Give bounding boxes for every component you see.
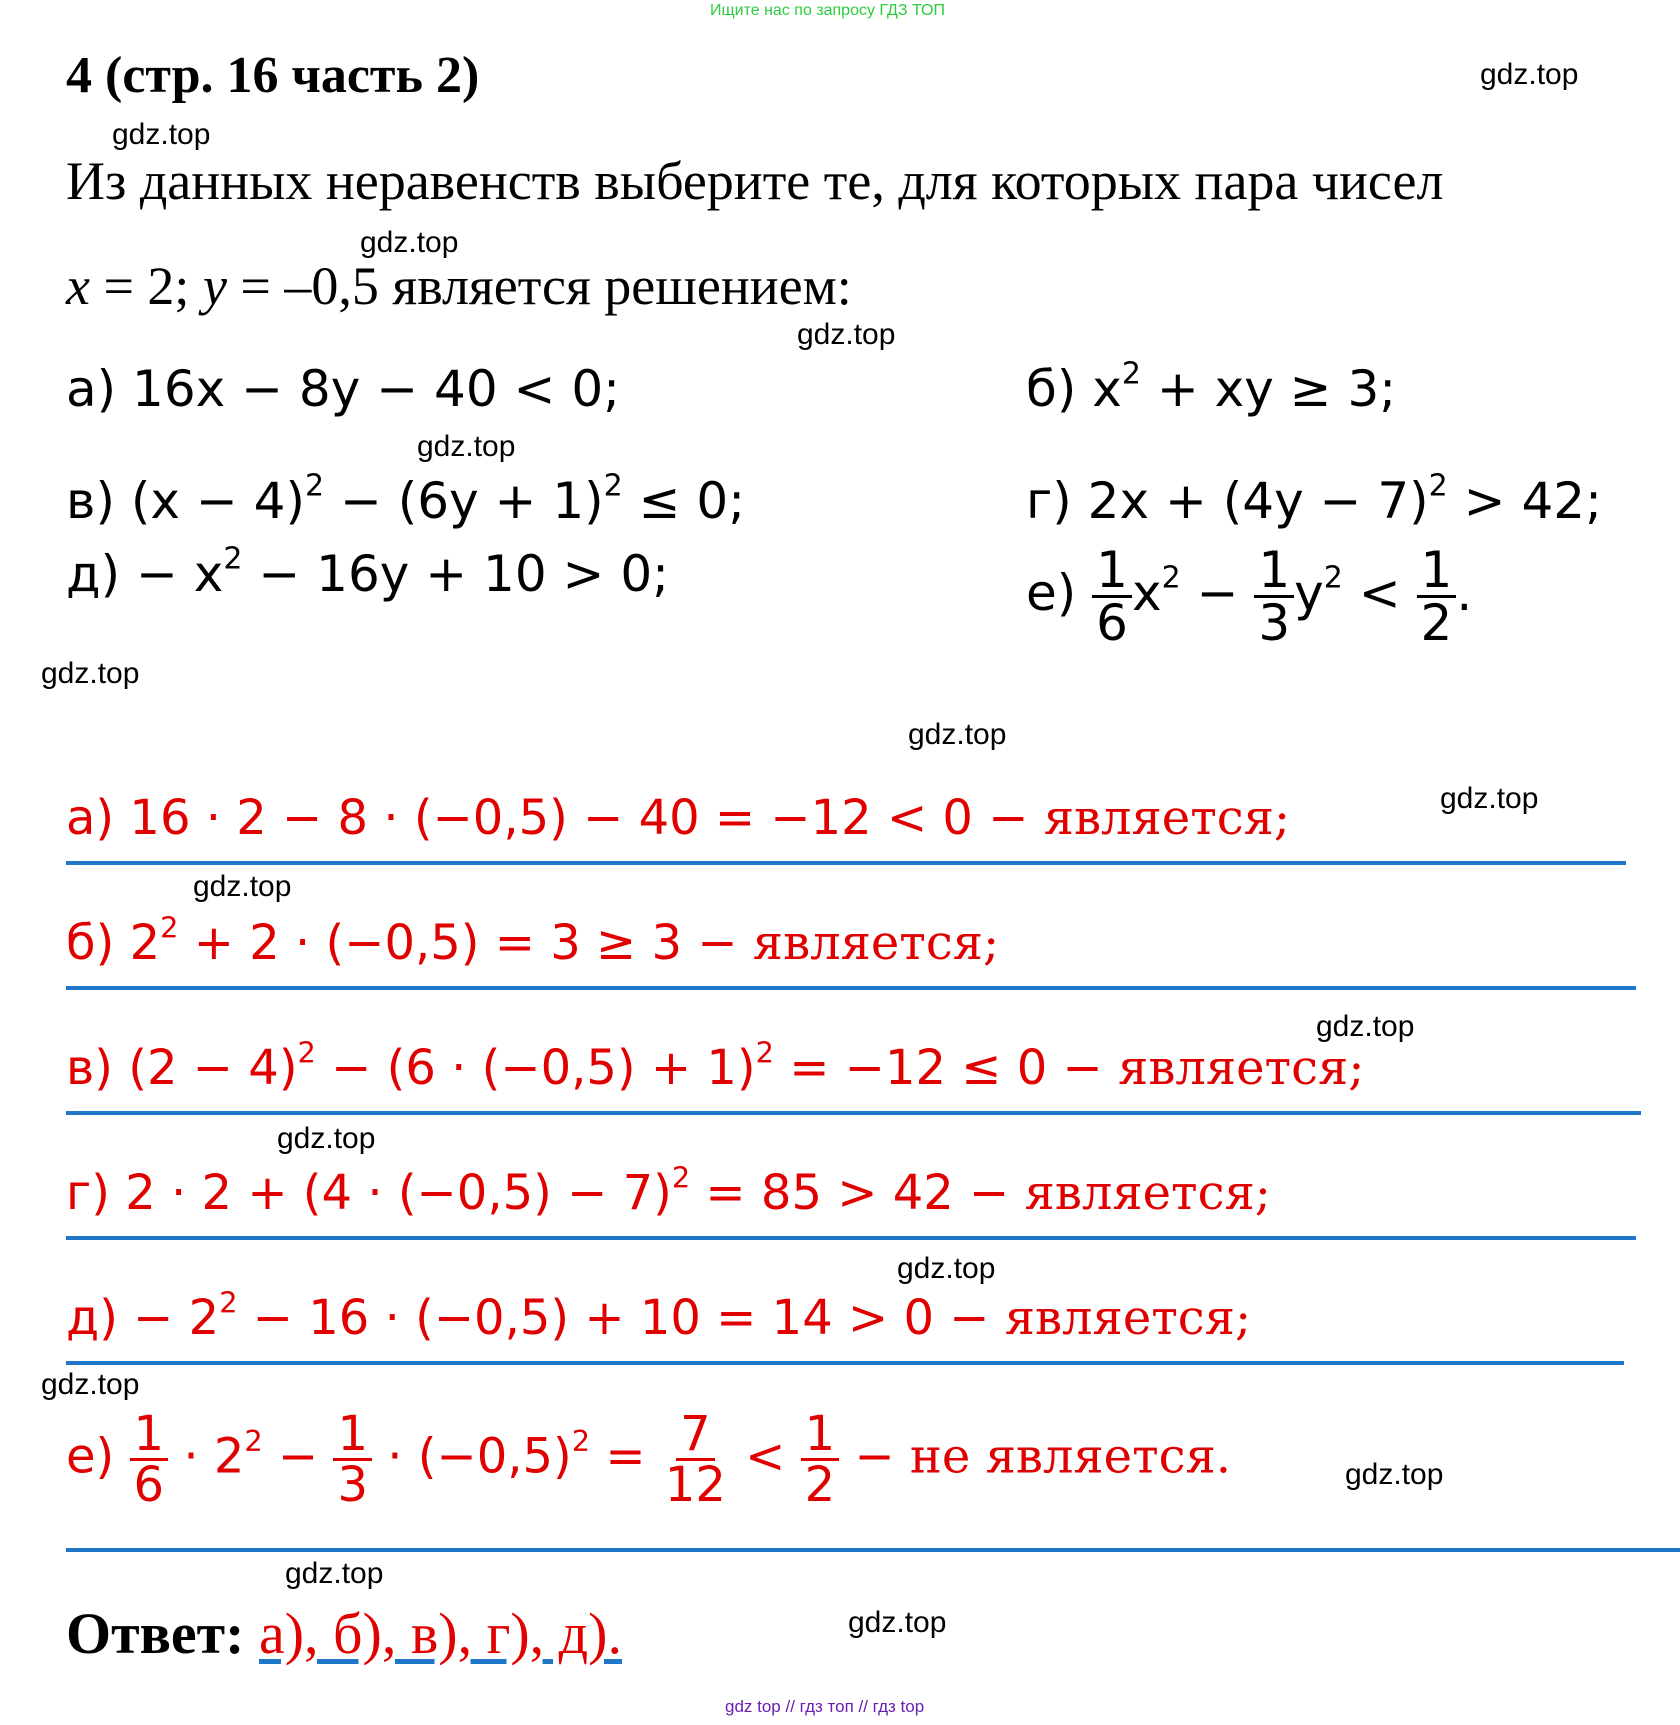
watermark: gdz.top — [193, 870, 292, 903]
solution-a: а) 16 · 2 − 8 · (−0,5) − 40 = −12 < 0 − является; — [66, 790, 1291, 846]
exercise-title: 4 (стр. 16 часть 2) — [66, 47, 480, 104]
fraction: $\frac{7}{12}$ — [664, 1406, 726, 1513]
watermark: gdz.top — [897, 1252, 996, 1285]
divider — [66, 1548, 1680, 1552]
task-line-1: Из данных неравенств выберите те, для которых пара чисел — [66, 151, 1444, 211]
watermark: gdz.top — [360, 226, 459, 259]
solution-d: $д) - 2^2 - 16 \cdot (-0,5) + 10 = 14 > 0$ − является; — [66, 1285, 1252, 1346]
watermark: gdz.top — [41, 657, 140, 690]
watermark: gdz.top — [417, 430, 516, 463]
solution-g: г) $2 \cdot 2 + (4 \cdot (-0,5) - 7)^2 = 85 > 42$ − является; — [66, 1160, 1271, 1221]
condition-v: в) $(x - 4)^2 - (6y + 1)^2 \le 0$; — [66, 468, 746, 530]
solution-v: в) $(2 - 4)^2 - (6 \cdot (-0,5) + 1)^2 = -12 \le 0$ − является; — [66, 1035, 1365, 1096]
watermark: gdz.top — [848, 1606, 947, 1639]
divider — [66, 861, 1626, 865]
solution-e: е) $\frac{1}{6}$ · $2^2$ − $\frac{1}{3}$ · $(-0,5)^2$ = $\frac{7}{12}$ < $\frac{1}{2}$ − не является. — [66, 1406, 1232, 1513]
var-y: y — [202, 256, 227, 316]
fraction: $\frac{1}{2}$ — [1417, 545, 1457, 648]
fraction: $\frac{1}{2}$ — [801, 1410, 840, 1509]
fraction: $\frac{1}{3}$ — [333, 1410, 372, 1509]
divider — [66, 1111, 1641, 1115]
watermark: gdz.top — [1345, 1458, 1444, 1491]
task-line-2: x = 2; y = –0,5 является решением: — [66, 256, 852, 316]
divider — [66, 1361, 1624, 1365]
promo-banner: Ищите нас по запросу ГДЗ ТОП — [710, 2, 945, 19]
condition-b: б) $x^2$ + xy ≥ 3; — [1026, 356, 1397, 418]
answer-line — [66, 1600, 622, 1667]
solution-b: б) $2^2 + 2 \cdot (-0,5) = 3 \ge 3$ − является; — [66, 910, 1000, 971]
answer-value: а), б), в), г), д). — [258, 1601, 622, 1666]
watermark: gdz.top — [797, 318, 896, 351]
watermark: gdz.top — [908, 718, 1007, 751]
condition-e: е) $\frac{1}{6}$ $x^2$ − $\frac{1}{3}$ $y^2$ < $\frac{1}{2}$ . — [1026, 541, 1473, 652]
fraction: $\frac{1}{3}$ — [1254, 545, 1294, 648]
var-x: x — [66, 256, 90, 316]
watermark: gdz.top — [285, 1557, 384, 1590]
watermark: gdz.top — [41, 1368, 140, 1401]
fraction: $\frac{1}{6}$ — [130, 1410, 169, 1509]
watermark: gdz.top — [1440, 782, 1539, 815]
watermark: gdz.top — [1480, 58, 1579, 91]
condition-g: г) $2x + (4y - 7)^2 > 42$; — [1026, 468, 1602, 530]
watermark: gdz.top — [1316, 1010, 1415, 1043]
watermark: gdz.top — [112, 118, 211, 151]
condition-a: а) 16x − 8y − 40 < 0; — [66, 360, 620, 418]
footer-links: gdz top // гдз топ // гдз top — [725, 1697, 925, 1716]
answer-label: Ответ: — [66, 1601, 245, 1666]
fraction: $\frac{1}{6}$ — [1092, 545, 1132, 648]
divider — [66, 1236, 1636, 1240]
watermark: gdz.top — [277, 1122, 376, 1155]
divider — [66, 986, 1636, 990]
condition-d: $д) - x^2 - 16y + 10 > 0$; — [66, 541, 669, 603]
